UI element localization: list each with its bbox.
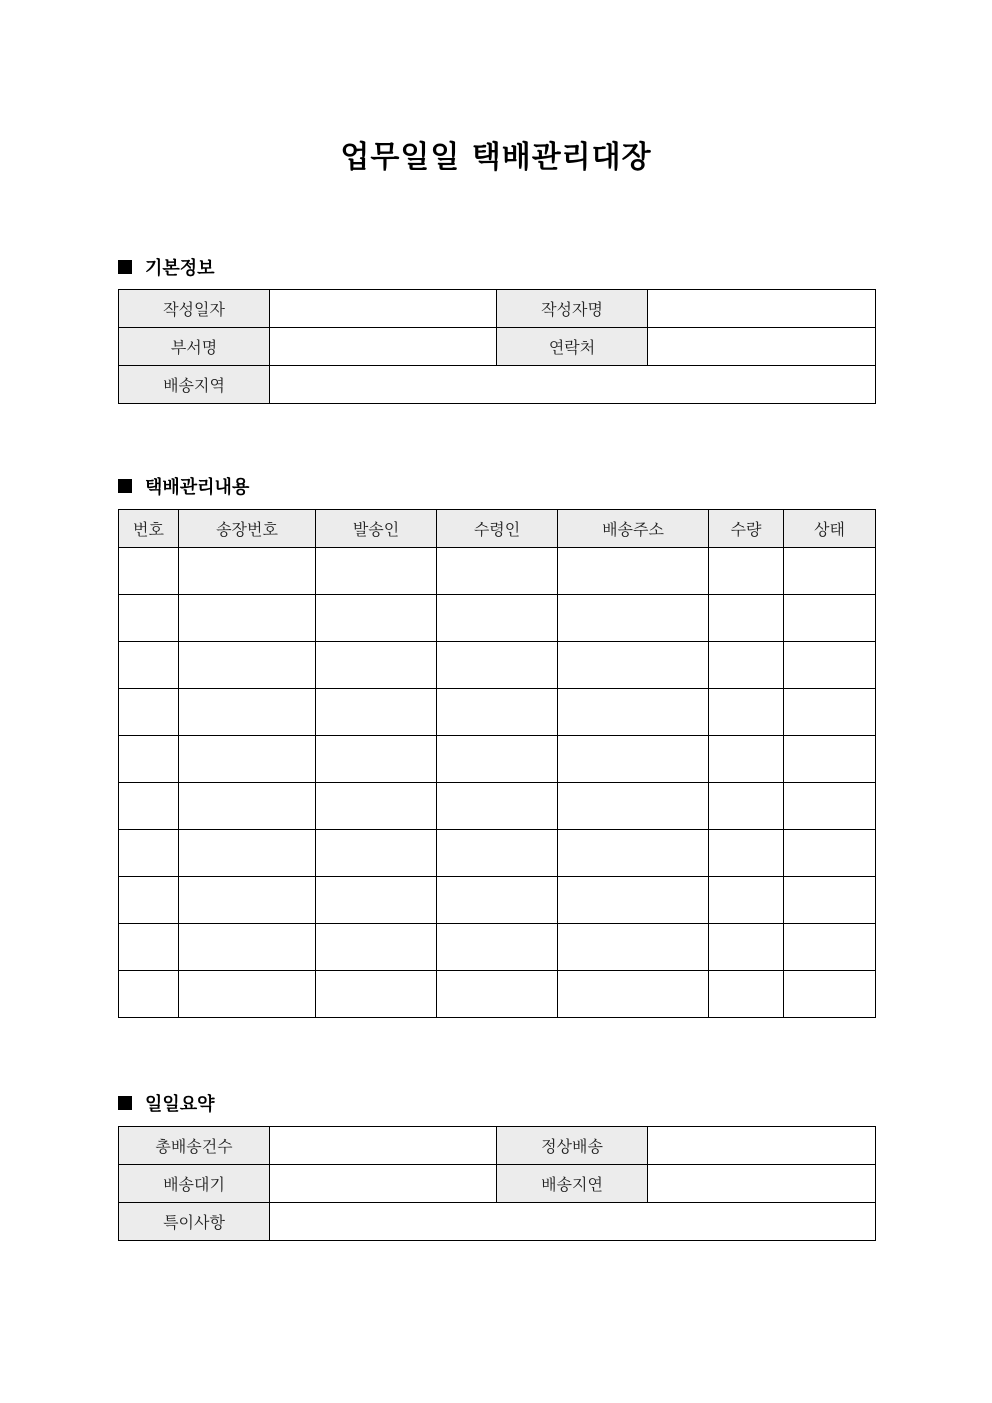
cell-recipient[interactable] <box>437 783 558 830</box>
cell-invoice[interactable] <box>179 595 316 642</box>
cell-invoice[interactable] <box>179 830 316 877</box>
column-header-sender: 발송인 <box>316 510 437 548</box>
cell-address[interactable] <box>558 736 709 783</box>
cell-address[interactable] <box>558 830 709 877</box>
cell-sender[interactable] <box>316 689 437 736</box>
cell-quantity[interactable] <box>709 877 784 924</box>
cell-invoice[interactable] <box>179 783 316 830</box>
cell-status[interactable] <box>784 595 876 642</box>
daily-summary-table <box>118 1126 876 1241</box>
cell-sender[interactable] <box>316 783 437 830</box>
delivery-log-table <box>118 509 876 1018</box>
cell-address[interactable] <box>558 548 709 595</box>
cell-quantity[interactable] <box>709 642 784 689</box>
table-row <box>119 328 876 366</box>
cell-address[interactable] <box>558 877 709 924</box>
square-bullet-icon <box>118 1096 132 1110</box>
cell-invoice[interactable] <box>179 642 316 689</box>
column-header-number: 번호 <box>119 510 179 548</box>
table-row <box>119 783 876 830</box>
date-field[interactable] <box>270 290 497 328</box>
total-deliveries-field[interactable] <box>270 1127 497 1165</box>
notes-field[interactable] <box>270 1203 876 1241</box>
cell-number[interactable] <box>119 971 179 1018</box>
date-label: 작성일자 <box>119 290 270 328</box>
section-heading-text: 일일요약 <box>145 1094 215 1115</box>
cell-recipient[interactable] <box>437 642 558 689</box>
cell-sender[interactable] <box>316 548 437 595</box>
total-deliveries-label: 총배송건수 <box>119 1127 270 1165</box>
cell-quantity[interactable] <box>709 783 784 830</box>
column-header-invoice: 송장번호 <box>179 510 316 548</box>
cell-recipient[interactable] <box>437 736 558 783</box>
cell-sender[interactable] <box>316 924 437 971</box>
cell-invoice[interactable] <box>179 548 316 595</box>
cell-number[interactable] <box>119 595 179 642</box>
section-heading-daily-summary <box>118 1090 215 1116</box>
document-title: 업무일일 택배관리대장 <box>340 140 652 175</box>
cell-invoice[interactable] <box>179 924 316 971</box>
section-heading-basic-info <box>118 254 215 280</box>
normal-delivery-label: 정상배송 <box>497 1127 648 1165</box>
section-heading-delivery-log <box>118 473 249 499</box>
cell-invoice[interactable] <box>179 877 316 924</box>
dept-label: 부서명 <box>119 328 270 366</box>
cell-address[interactable] <box>558 924 709 971</box>
cell-address[interactable] <box>558 971 709 1018</box>
table-row <box>119 736 876 783</box>
table-row <box>119 689 876 736</box>
cell-status[interactable] <box>784 736 876 783</box>
section-heading-text: 기본정보 <box>145 258 215 279</box>
cell-number[interactable] <box>119 548 179 595</box>
delayed-label: 배송지연 <box>497 1165 648 1203</box>
table-row <box>119 1127 876 1165</box>
cell-recipient[interactable] <box>437 689 558 736</box>
cell-quantity[interactable] <box>709 689 784 736</box>
table-row <box>119 830 876 877</box>
table-row <box>119 595 876 642</box>
basic-info-table <box>118 289 876 404</box>
cell-sender[interactable] <box>316 595 437 642</box>
cell-invoice[interactable] <box>179 736 316 783</box>
cell-status[interactable] <box>784 642 876 689</box>
cell-quantity[interactable] <box>709 971 784 1018</box>
table-row <box>119 924 876 971</box>
cell-recipient[interactable] <box>437 595 558 642</box>
cell-status[interactable] <box>784 548 876 595</box>
cell-sender[interactable] <box>316 830 437 877</box>
column-header-recipient: 수령인 <box>437 510 558 548</box>
cell-number[interactable] <box>119 924 179 971</box>
cell-quantity[interactable] <box>709 736 784 783</box>
cell-quantity[interactable] <box>709 595 784 642</box>
cell-invoice[interactable] <box>179 971 316 1018</box>
square-bullet-icon <box>118 479 132 493</box>
author-label: 작성자명 <box>497 290 648 328</box>
cell-number[interactable] <box>119 783 179 830</box>
section-heading-text: 택배관리내용 <box>145 477 250 498</box>
notes-label: 특이사항 <box>119 1203 270 1241</box>
table-row <box>119 366 876 404</box>
table-header-row <box>119 510 876 548</box>
column-header-address: 배송주소 <box>558 510 709 548</box>
cell-sender[interactable] <box>316 642 437 689</box>
table-row <box>119 877 876 924</box>
square-bullet-icon <box>118 260 132 274</box>
cell-recipient[interactable] <box>437 877 558 924</box>
cell-address[interactable] <box>558 642 709 689</box>
cell-sender[interactable] <box>316 736 437 783</box>
cell-status[interactable] <box>784 783 876 830</box>
cell-recipient[interactable] <box>437 548 558 595</box>
column-header-quantity: 수량 <box>709 510 784 548</box>
cell-sender[interactable] <box>316 877 437 924</box>
dept-field[interactable] <box>270 328 497 366</box>
cell-number[interactable] <box>119 642 179 689</box>
cell-status[interactable] <box>784 971 876 1018</box>
cell-address[interactable] <box>558 595 709 642</box>
cell-status[interactable] <box>784 877 876 924</box>
normal-delivery-field[interactable] <box>648 1127 876 1165</box>
cell-invoice[interactable] <box>179 689 316 736</box>
table-row <box>119 1203 876 1241</box>
cell-number[interactable] <box>119 736 179 783</box>
cell-address[interactable] <box>558 783 709 830</box>
cell-recipient[interactable] <box>437 830 558 877</box>
delayed-field[interactable] <box>648 1165 876 1203</box>
delivery-log-body <box>119 548 876 1018</box>
table-row <box>119 971 876 1018</box>
cell-address[interactable] <box>558 689 709 736</box>
contact-field[interactable] <box>648 328 876 366</box>
region-field[interactable] <box>270 366 876 404</box>
waiting-field[interactable] <box>270 1165 497 1203</box>
cell-number[interactable] <box>119 830 179 877</box>
cell-number[interactable] <box>119 689 179 736</box>
table-row <box>119 642 876 689</box>
author-field[interactable] <box>648 290 876 328</box>
cell-recipient[interactable] <box>437 924 558 971</box>
table-row <box>119 290 876 328</box>
column-header-status: 상태 <box>784 510 876 548</box>
cell-status[interactable] <box>784 830 876 877</box>
contact-label: 연락처 <box>497 328 648 366</box>
cell-quantity[interactable] <box>709 548 784 595</box>
region-label: 배송지역 <box>119 366 270 404</box>
cell-status[interactable] <box>784 689 876 736</box>
cell-status[interactable] <box>784 924 876 971</box>
table-row <box>119 548 876 595</box>
cell-quantity[interactable] <box>709 924 784 971</box>
cell-recipient[interactable] <box>437 971 558 1018</box>
waiting-label: 배송대기 <box>119 1165 270 1203</box>
table-row <box>119 1165 876 1203</box>
cell-quantity[interactable] <box>709 830 784 877</box>
cell-sender[interactable] <box>316 971 437 1018</box>
cell-number[interactable] <box>119 877 179 924</box>
